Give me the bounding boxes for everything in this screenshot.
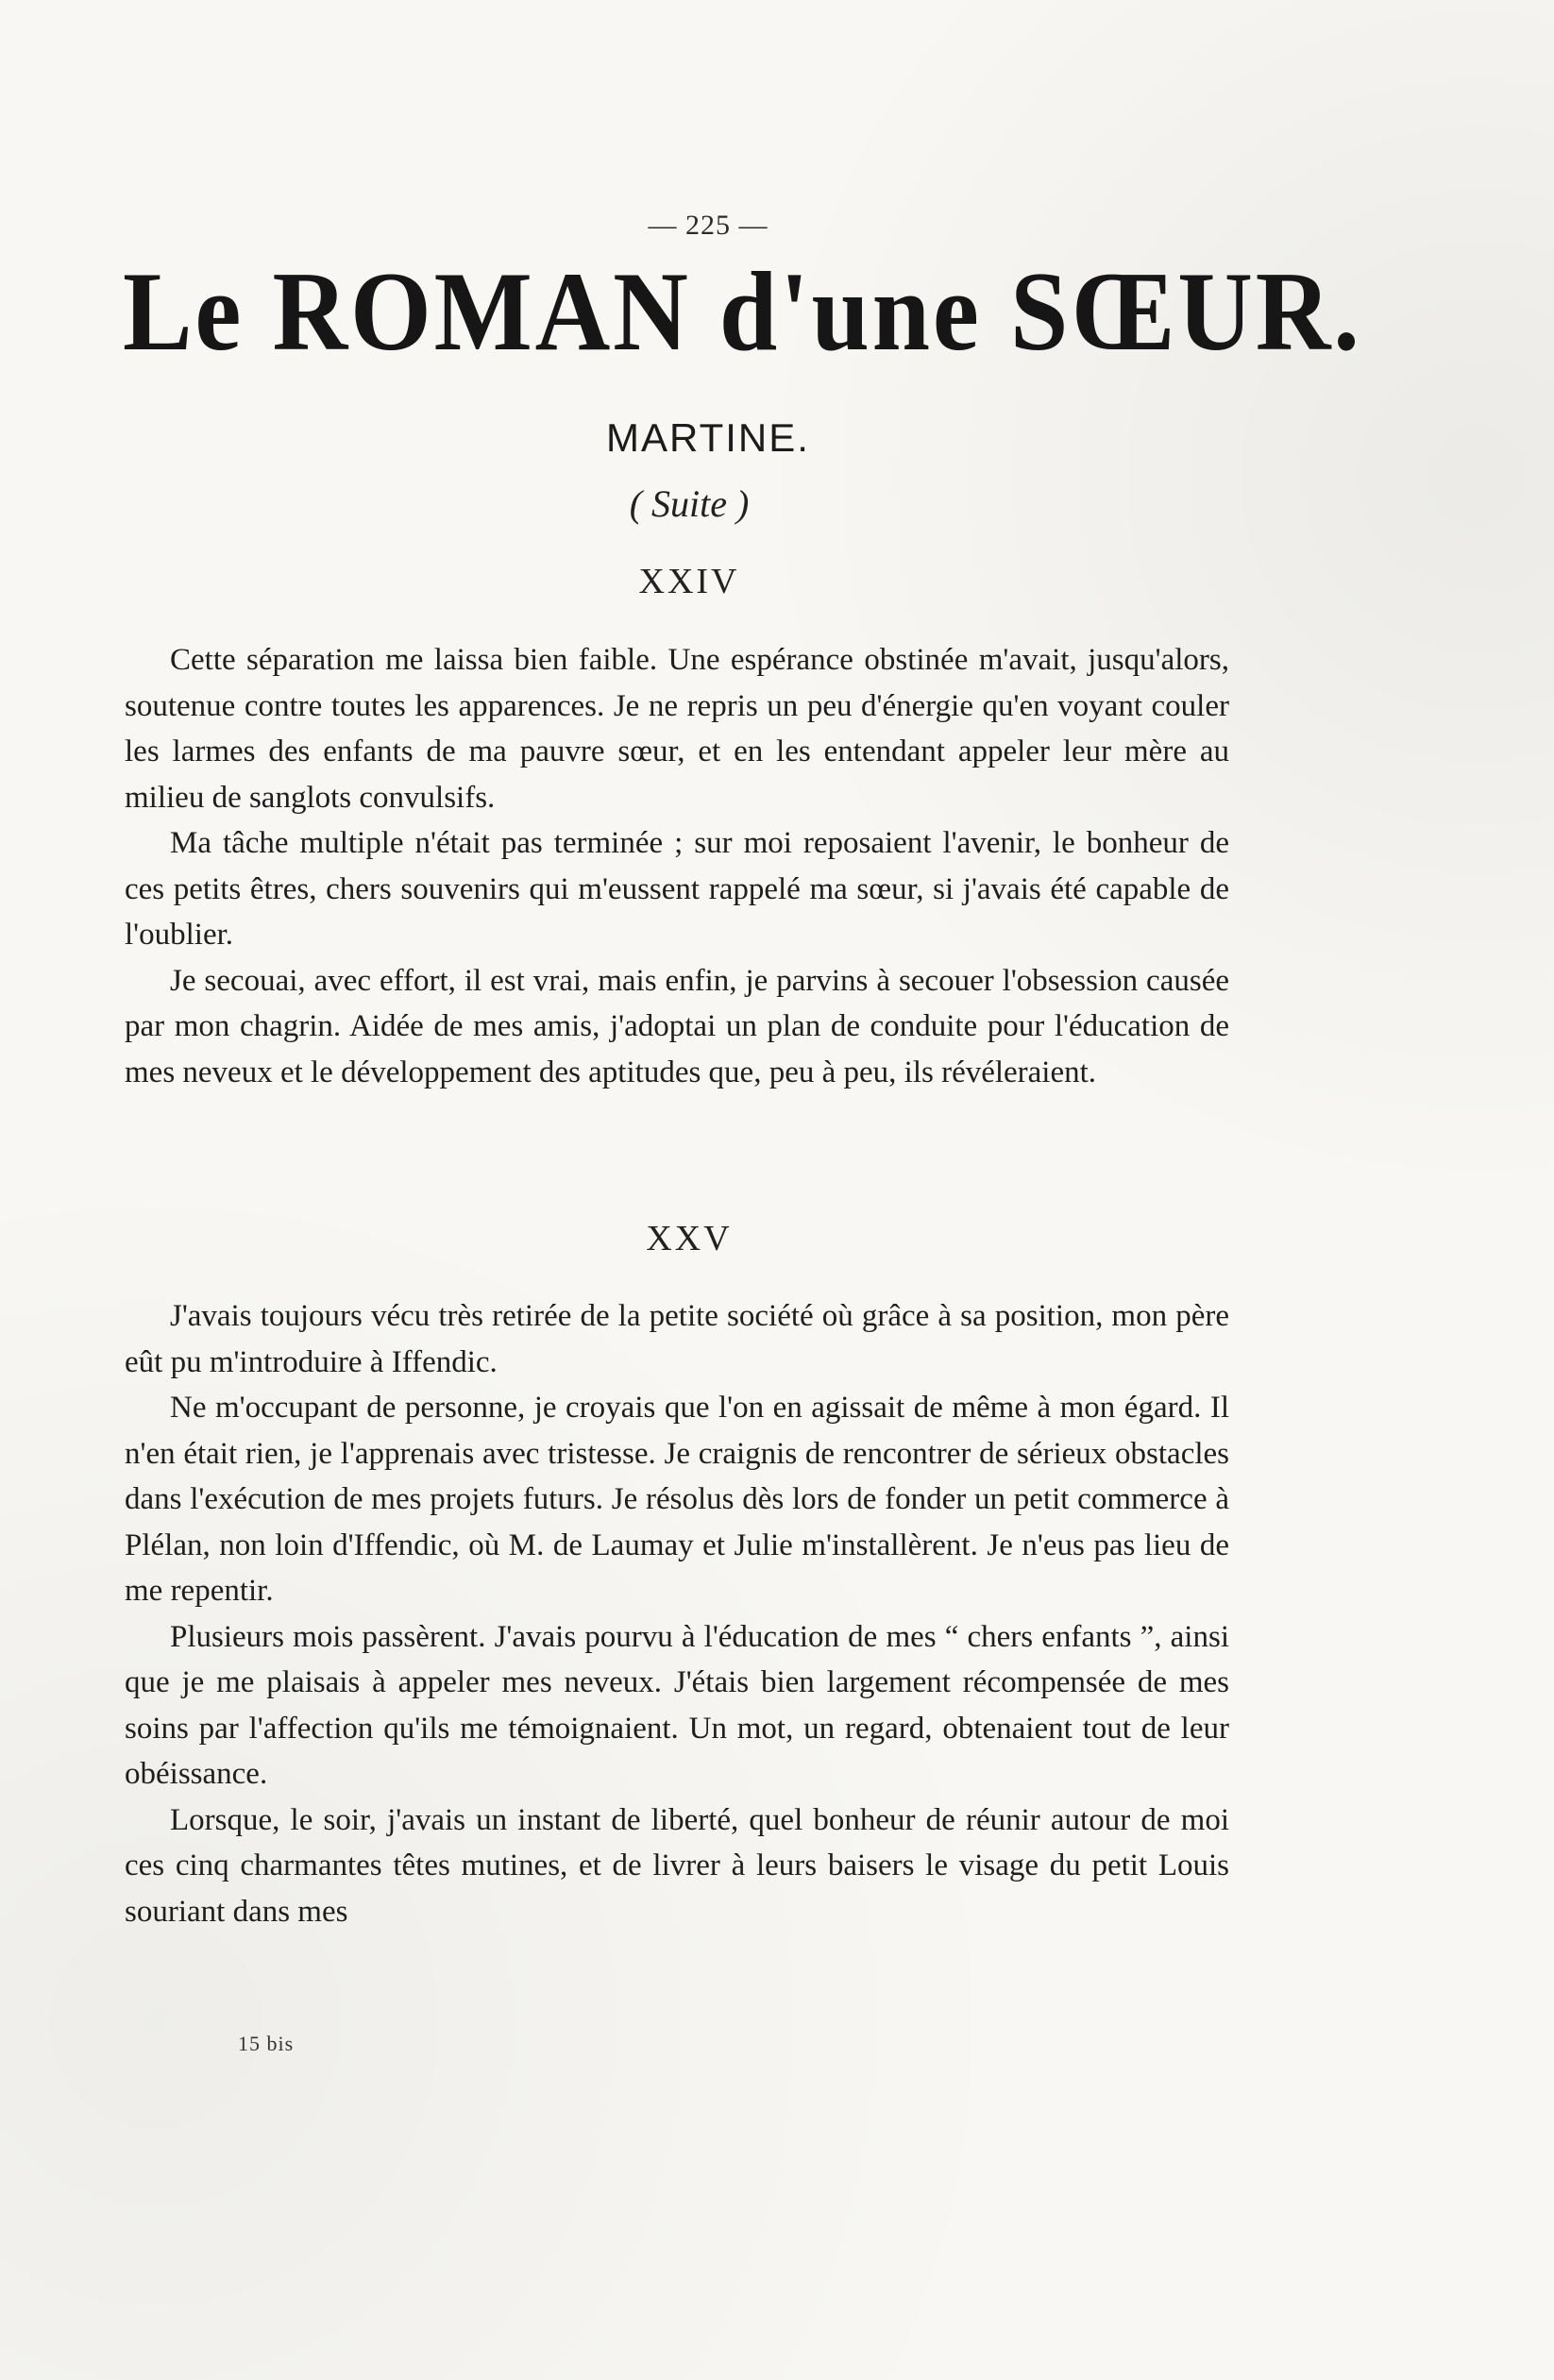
signature-mark: 15 bis [238, 2032, 295, 2055]
paragraph: Ne m'occupant de personne, je croyais que l'on en agissait de même à mon égard. Il n'en était rien, je l'apprenais avec tristesse. Je craignis de rencontrer de sérieux obstacles dans l'exécution de mes projets futurs. Je résolus dès lors de fonder un petit commerce à Plélan, non loin d'Iffendic, où M. de Laumay et Julie m'installèrent. Je n'eus pas lieu de me repentir. [125, 1391, 1229, 1608]
paragraph: Ma tâche multiple n'était pas terminée ; sur moi reposaient l'avenir, le bonheur de ces petits êtres, chers souvenirs qui m'eussent rappelé ma sœur, si j'avais été capable de l'oublier. [125, 826, 1229, 952]
page-title: Le ROMAN d'une SŒUR. [123, 248, 1362, 374]
page-number: — 225 — [648, 210, 769, 241]
chapter-xxv-text [125, 1293, 1229, 1934]
paragraph: Je secouai, avec effort, il est vrai, mais enfin, je parvins à secouer l'obsession causée par mon chagrin. Aidée de mes amis, j'adoptai un plan de conduite pour l'éducation de mes neveux et le développement des aptitudes que, peu à peu, ils révéleraient. [125, 963, 1229, 1089]
chapter-heading-xxv: XXV [646, 1219, 733, 1258]
paragraph: Cette séparation me laissa bien faible. Une espérance obstinée m'avait, jusqu'alors, soutenue contre toutes les apparences. Je ne repris un peu d'énergie qu'en voyant couler les larmes des enfants de ma pauvre sœur, et en les entendant appeler leur mère au milieu de sanglots convulsifs. [125, 643, 1229, 815]
paragraph: J'avais toujours vécu très retirée de la petite société où grâce à sa position, mon père eût pu m'introduire à Iffendic. [125, 1299, 1229, 1379]
subtitle: MARTINE. [606, 415, 810, 460]
chapter-heading-xxiv: XXIV [638, 562, 740, 601]
paragraph: Lorsque, le soir, j'avais un instant de liberté, quel bonheur de réunir autour de moi ces cinq charmantes têtes mutines, et de livrer à leurs baisers le visage du petit Louis souriant dans mes [125, 1802, 1229, 1929]
suite-label: ( Suite ) [629, 482, 750, 525]
paragraph: Plusieurs mois passèrent. J'avais pourvu à l'éducation de mes “ chers enfants ”, ainsi que je me plaisais à appeler mes neveux. J'étais bien largement récompensée de mes soins par l'affection qu'ils me témoignaient. Un mot, un regard, obtenaient tout de leur obéissance. [125, 1619, 1229, 1791]
chapter-xxiv-text [125, 637, 1229, 1095]
